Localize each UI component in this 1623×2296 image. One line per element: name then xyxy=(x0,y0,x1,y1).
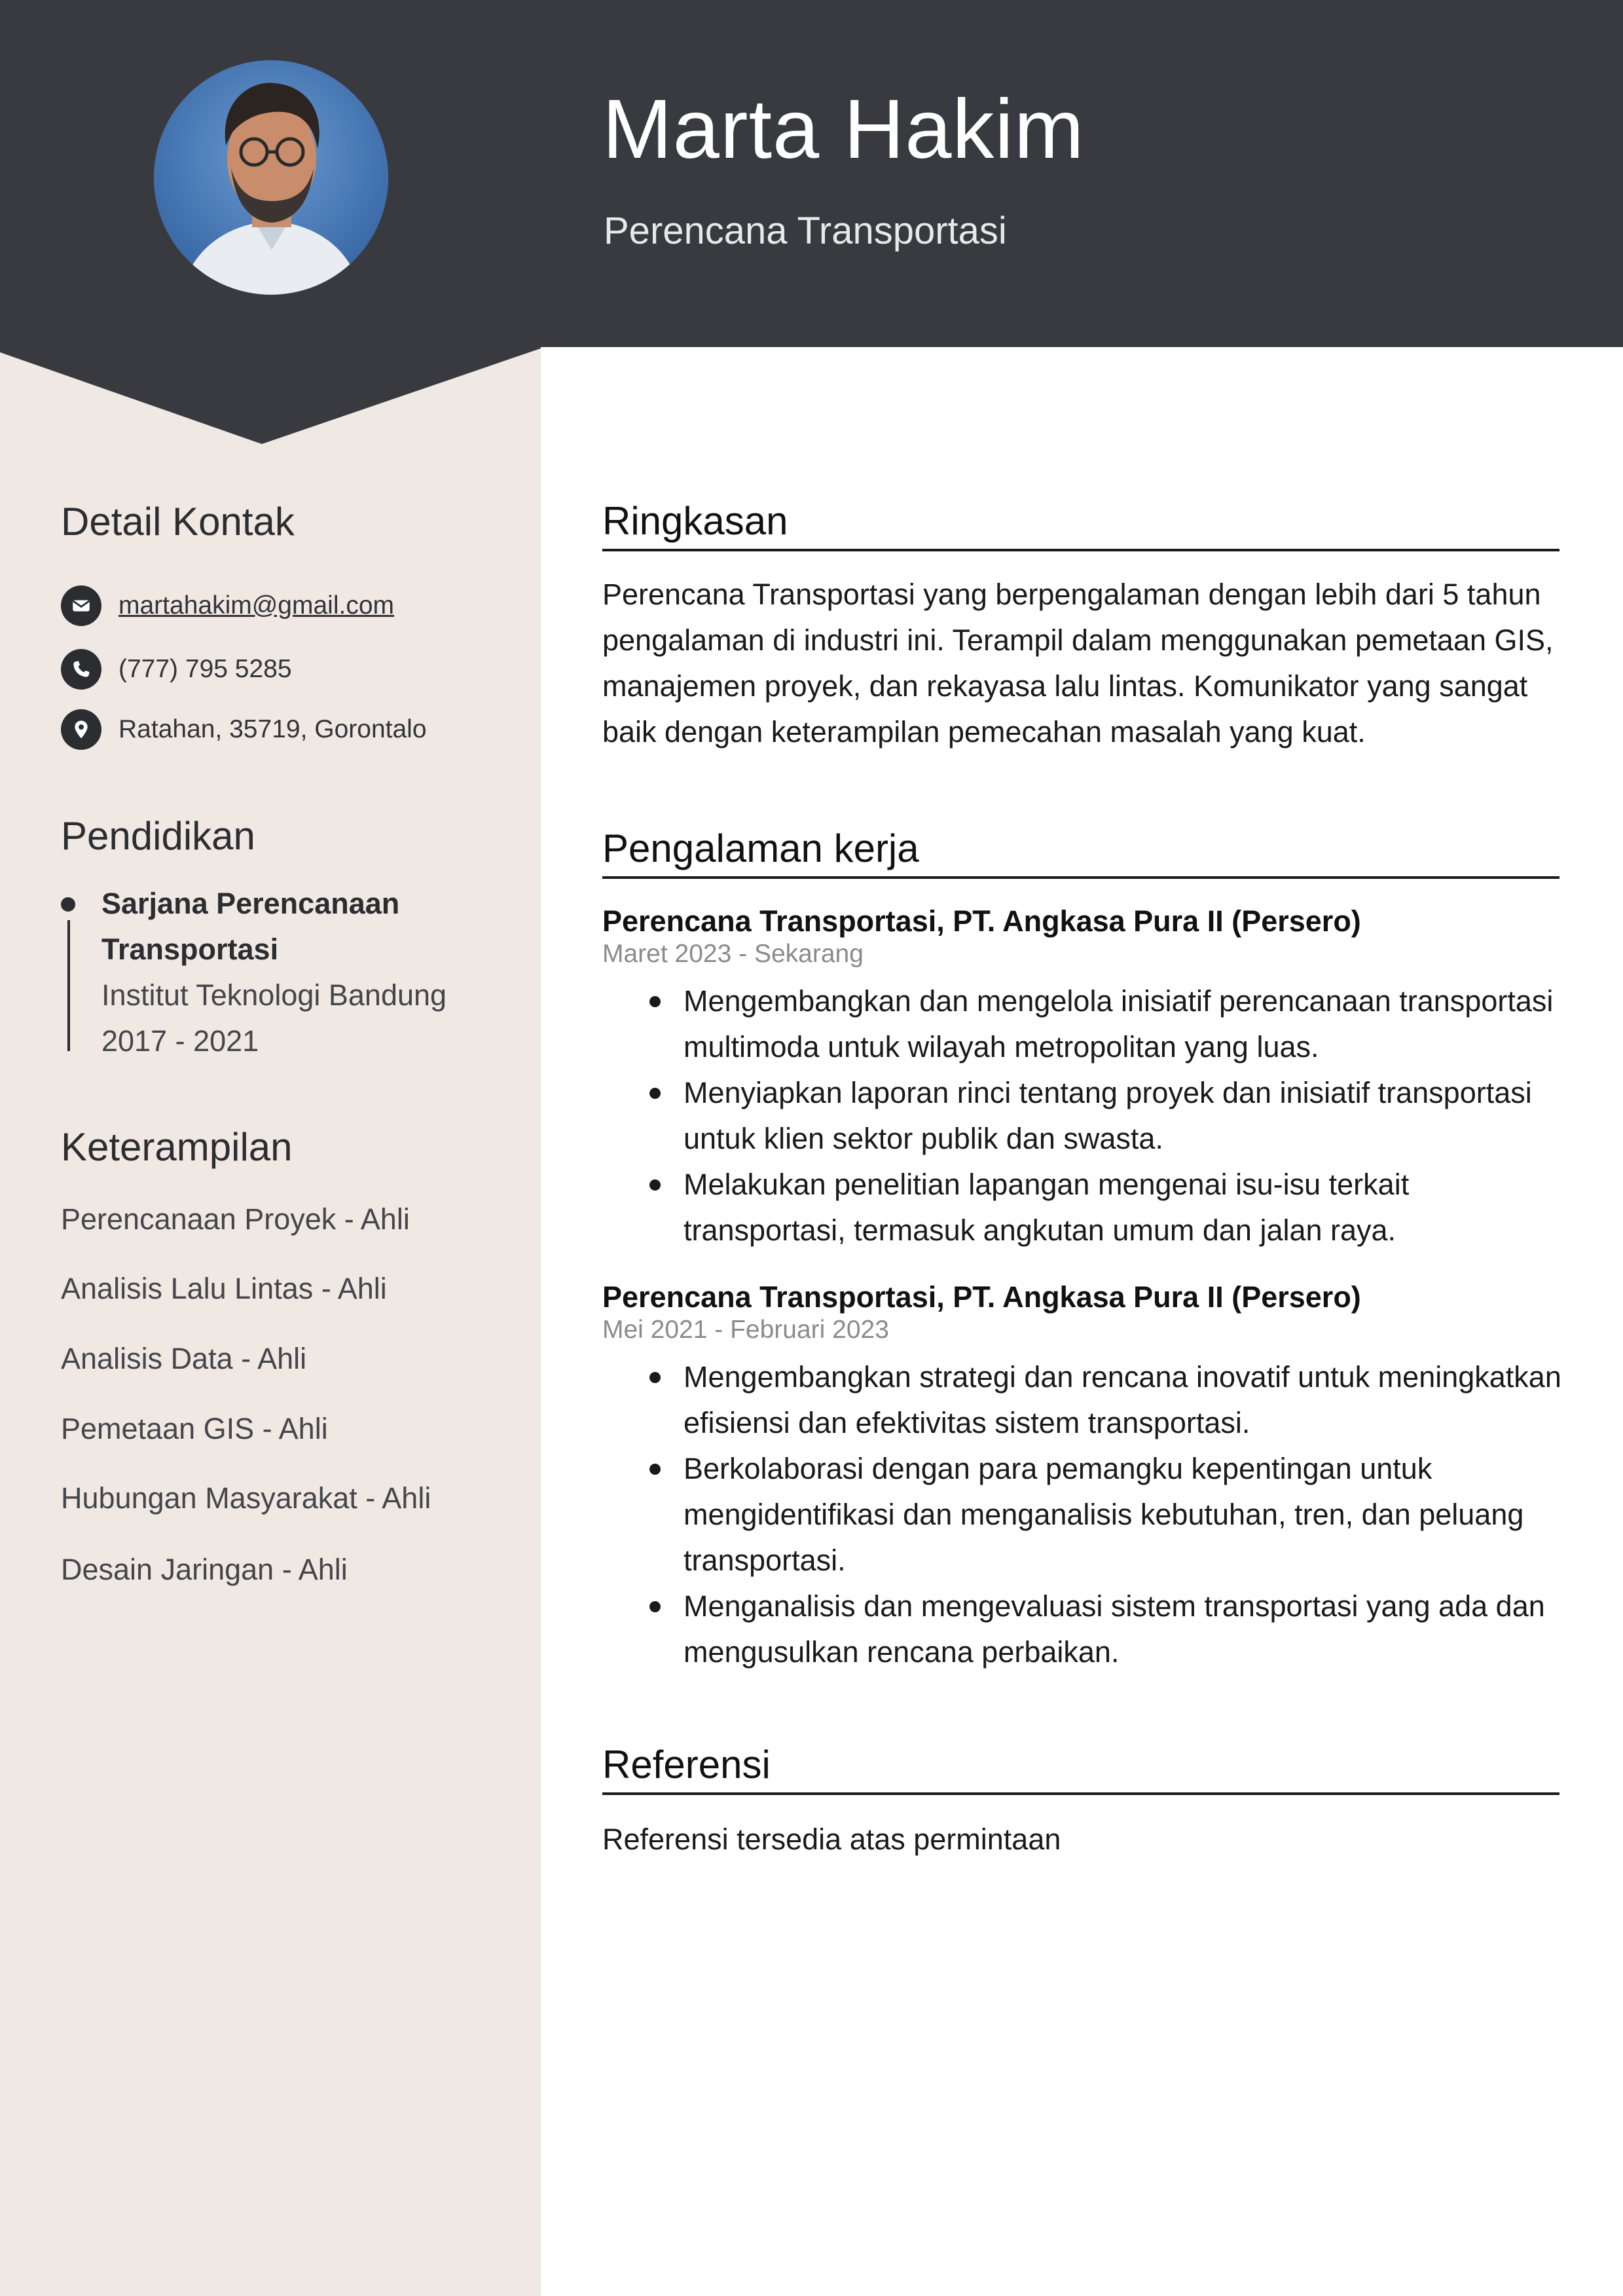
contact-email-link[interactable]: martahakim@gmail.com xyxy=(119,591,395,620)
education-entry xyxy=(61,881,519,1058)
location-pin-icon xyxy=(61,709,101,750)
job-bullet: Menganalisis dan mengevaluasi sistem transportasi yang ada dan mengusulkan rencana perbaikan. xyxy=(684,1583,1567,1675)
sidebar xyxy=(0,347,541,2296)
contact-phone: (777) 795 5285 xyxy=(119,655,292,683)
skill-item: Perencanaan Proyek - Ahli xyxy=(61,1202,410,1236)
contact-email-row xyxy=(61,585,519,627)
summary-heading: Ringkasan xyxy=(602,496,1559,551)
references-text: Referensi tersedia atas permintaan xyxy=(602,1823,1061,1856)
profile-photo xyxy=(154,60,388,295)
job-dates-2: Mei 2021 - Februari 2023 xyxy=(602,1316,889,1344)
phone-icon xyxy=(61,649,101,690)
job-dates-1: Maret 2023 - Sekarang xyxy=(602,940,864,968)
timeline-dot xyxy=(61,897,75,912)
contact-heading: Detail Kontak xyxy=(61,500,295,544)
job-bullets-1 xyxy=(684,978,1567,1253)
education-years: 2017 - 2021 xyxy=(101,1024,259,1058)
job-bullet: Menyiapkan laporan rinci tentang proyek dan inisiatif transportasi untuk klien sektor publik dan swasta. xyxy=(684,1070,1567,1162)
job-bullet: Mengembangkan strategi dan rencana inovatif untuk meningkatkan efisiensi dan efektivitas sistem transportasi. xyxy=(684,1354,1567,1446)
skill-item: Analisis Data - Ahli xyxy=(61,1342,307,1375)
contact-address-row xyxy=(61,709,519,750)
job-bullet: Melakukan penelitian lapangan mengenai isu-isu terkait transportasi, termasuk angkutan umum dan jalan raya. xyxy=(684,1162,1567,1253)
skill-item: Hubungan Masyarakat - Ahli xyxy=(61,1481,431,1515)
skill-item: Desain Jaringan - Ahli xyxy=(61,1553,348,1586)
timeline-line xyxy=(67,920,70,1051)
job-bullets-2 xyxy=(684,1354,1567,1675)
envelope-icon xyxy=(61,585,101,626)
contact-phone-row xyxy=(61,648,519,690)
skill-item: Pemetaan GIS - Ahli xyxy=(61,1412,328,1445)
education-heading: Pendidikan xyxy=(61,814,255,858)
job-title-2: Perencana Transportasi, PT. Angkasa Pura II (Persero) xyxy=(602,1280,1361,1314)
job-title-1: Perencana Transportasi, PT. Angkasa Pura II (Persero) xyxy=(602,904,1361,938)
skills-heading: Keterampilan xyxy=(61,1125,293,1169)
candidate-name: Marta Hakim xyxy=(602,83,1085,176)
references-heading: Referensi xyxy=(602,1740,1559,1795)
skill-item: Analisis Lalu Lintas - Ahli xyxy=(61,1272,387,1305)
contact-address: Ratahan, 35719, Gorontalo xyxy=(119,715,427,743)
experience-heading: Pengalaman kerja xyxy=(602,824,1559,879)
education-school: Institut Teknologi Bandung xyxy=(101,978,447,1012)
header-chevron xyxy=(0,346,541,448)
candidate-job-title: Perencana Transportasi xyxy=(604,210,1007,252)
education-degree: Sarjana Perencanaan Transportasi xyxy=(101,887,400,966)
summary-text: Perencana Transportasi yang berpengalaman dengan lebih dari 5 tahun pengalaman di industri ini. Terampil dalam menggunakan pemetaan GIS, manajemen proyek, dan rekayasa lalu lintas. Komunikator yang sangat baik dengan keterampilan pemecahan masalah yang kuat. xyxy=(602,578,1554,749)
job-bullet: Berkolaborasi dengan para pemangku kepentingan untuk mengidentifikasi dan menganalisis kebutuhan, tren, dan peluang transportasi. xyxy=(684,1446,1567,1583)
job-bullet: Mengembangkan dan mengelola inisiatif perencanaan transportasi multimoda untuk wilayah metropolitan yang luas. xyxy=(684,978,1567,1070)
